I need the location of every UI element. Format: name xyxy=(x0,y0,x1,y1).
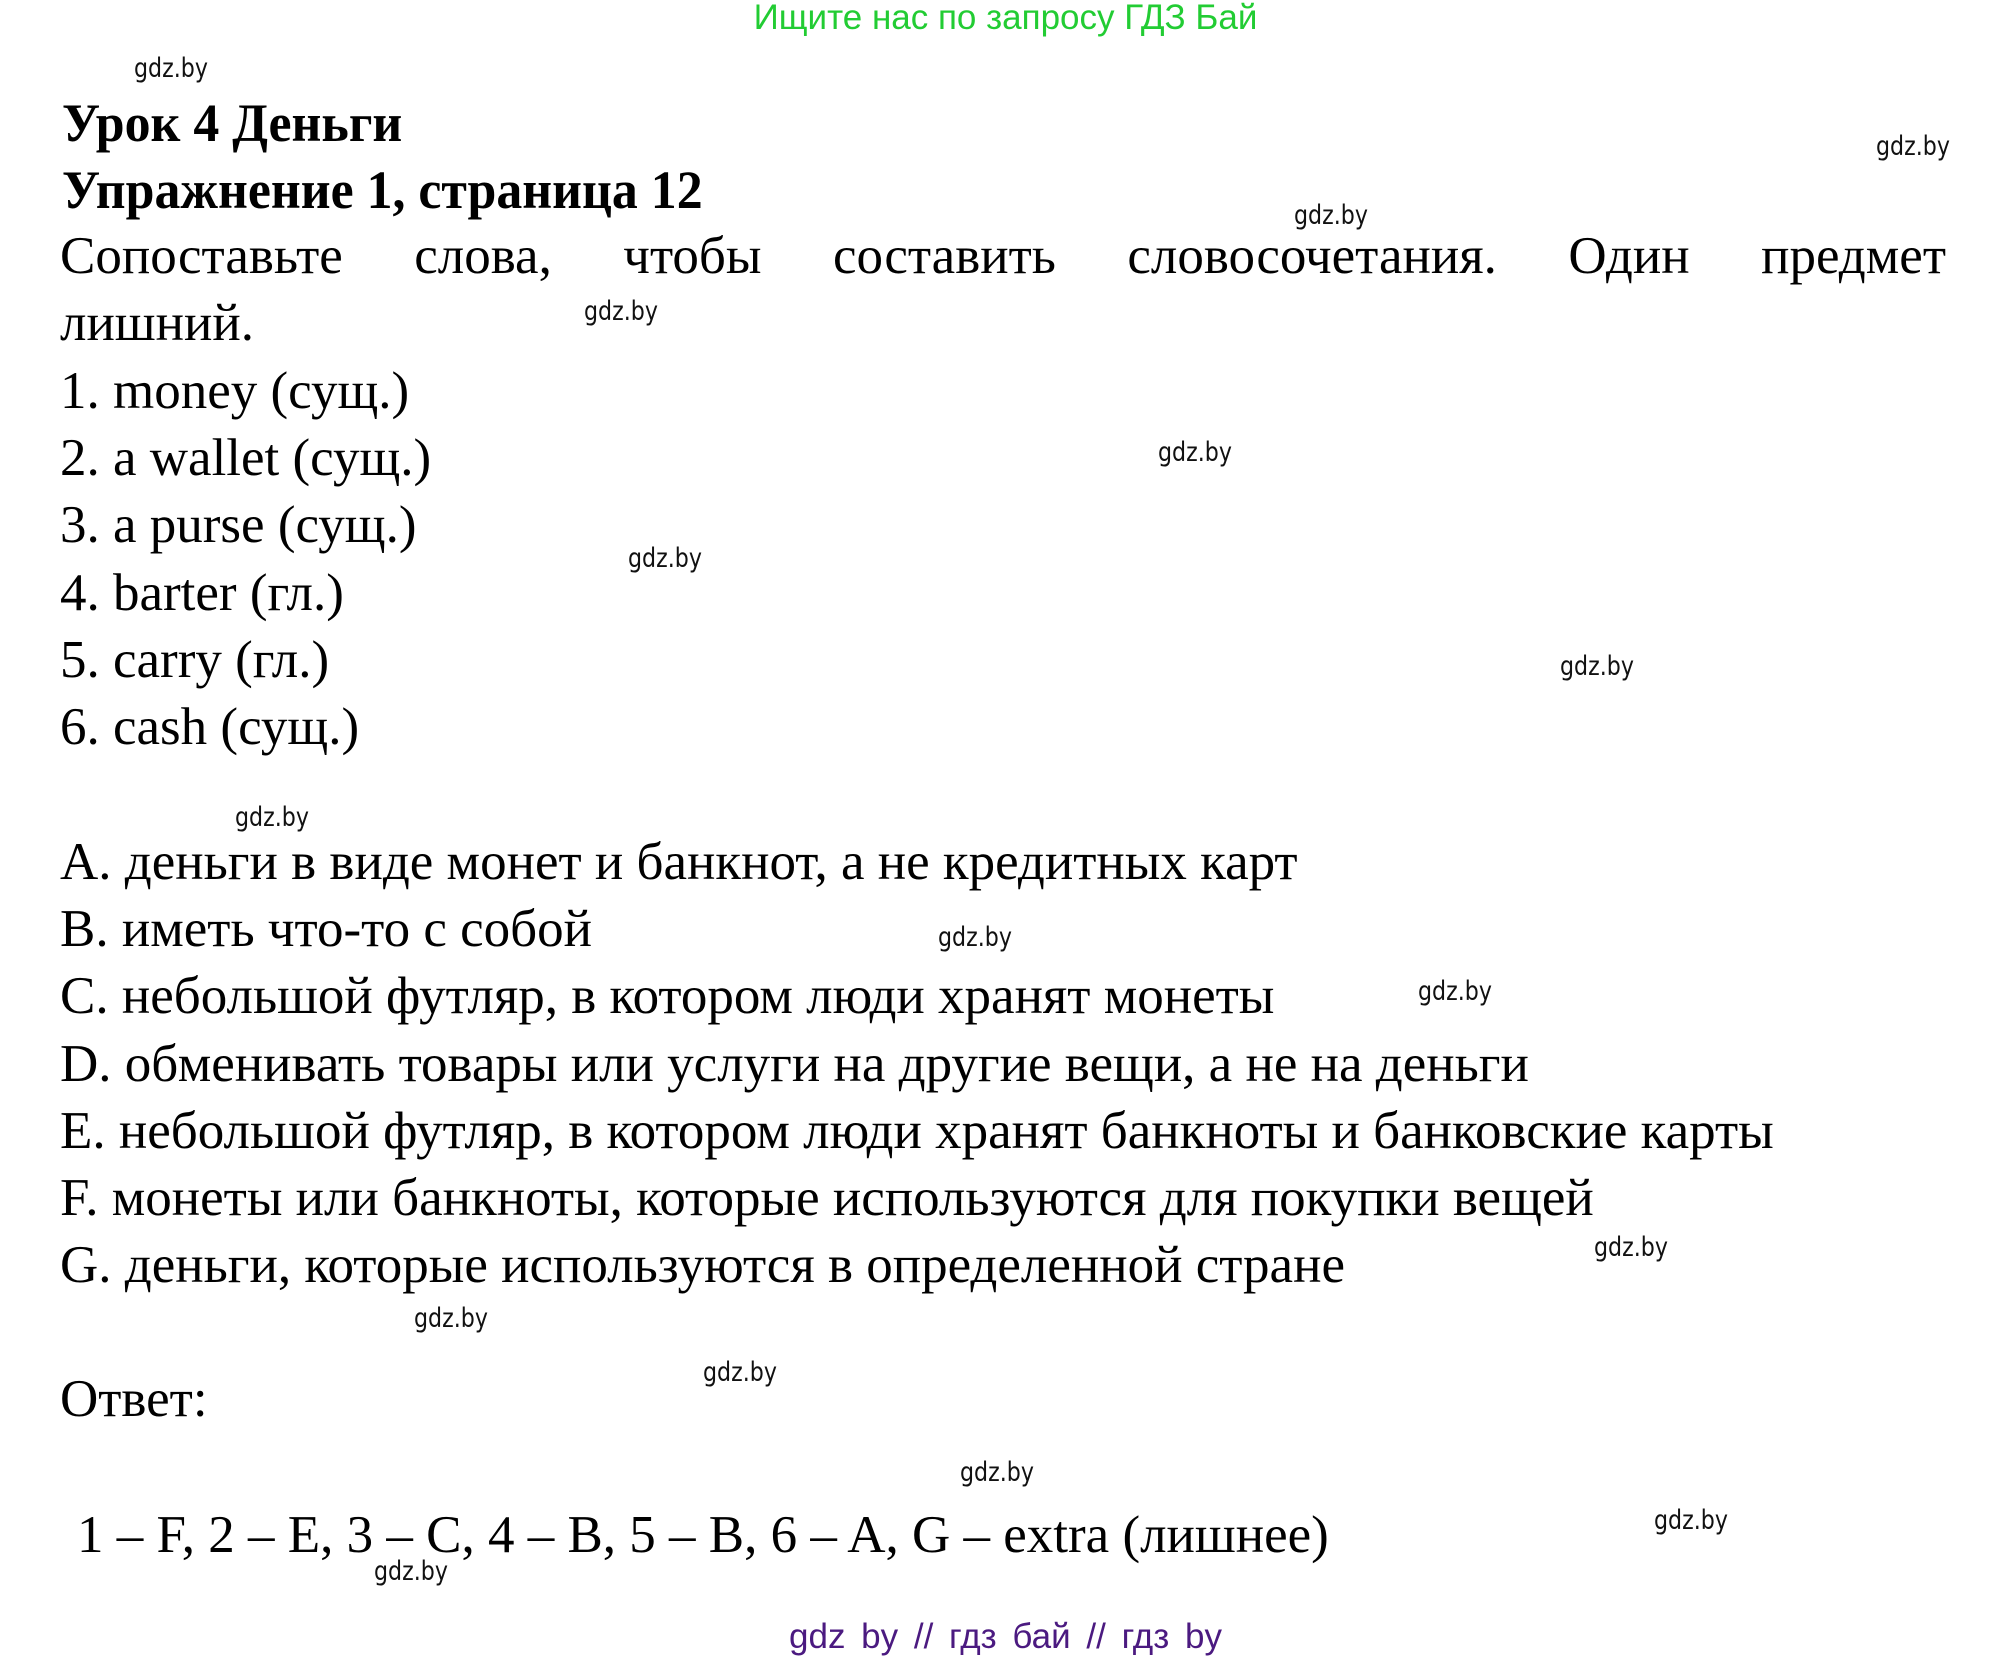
footer-links: gdz by // гдз бай // гдз by xyxy=(789,1617,1222,1656)
definition-d: D. обменивать товары или услуги на другие вещи, а не на деньги xyxy=(60,1035,1529,1093)
watermark: gdz.by xyxy=(1560,651,1634,682)
watermark: gdz.by xyxy=(134,53,208,84)
definition-b: B. иметь что-то с собой xyxy=(60,900,592,958)
word-item-6: 6. cash (сущ.) xyxy=(60,698,360,756)
word-item-2: 2. a wallet (сущ.) xyxy=(60,429,432,487)
word-item-1: 1. money (сущ.) xyxy=(60,362,410,420)
watermark: gdz.by xyxy=(414,1303,488,1334)
watermark: gdz.by xyxy=(1158,437,1232,468)
word-item-3: 3. a purse (сущ.) xyxy=(60,496,417,554)
definition-g: G. деньги, которые используются в определенной стране xyxy=(60,1236,1345,1294)
watermark: gdz.by xyxy=(960,1457,1034,1488)
watermark: gdz.by xyxy=(628,543,702,574)
watermark: gdz.by xyxy=(1876,131,1950,162)
definition-e: E. небольшой футляр, в котором люди хранят банкноты и банковские карты xyxy=(60,1102,1774,1160)
definition-c: C. небольшой футляр, в котором люди хранят монеты xyxy=(60,967,1275,1025)
word-item-4: 4. barter (гл.) xyxy=(60,564,344,622)
answer-label: Ответ: xyxy=(60,1370,208,1428)
watermark: gdz.by xyxy=(1294,200,1368,231)
watermark: gdz.by xyxy=(1654,1505,1728,1536)
watermark: gdz.by xyxy=(1594,1232,1668,1263)
watermark: gdz.by xyxy=(703,1357,777,1388)
instruction-line-1: Сопоставьте слова, чтобы составить словосочетания. Один предмет xyxy=(60,227,1946,285)
definition-f: F. монеты или банкноты, которые используются для покупки вещей xyxy=(60,1169,1594,1227)
watermark: gdz.by xyxy=(235,802,309,833)
instruction-line-2: лишний. xyxy=(60,294,254,352)
definition-a: A. деньги в виде монет и банкнот, а не кредитных карт xyxy=(60,833,1298,891)
word-item-5: 5. carry (гл.) xyxy=(60,631,330,689)
watermark: gdz.by xyxy=(1418,976,1492,1007)
watermark: gdz.by xyxy=(374,1556,448,1587)
lesson-title: Урок 4 Деньги xyxy=(62,93,403,153)
exercise-title: Упражнение 1, страница 12 xyxy=(62,160,703,220)
watermark: gdz.by xyxy=(938,922,1012,953)
search-banner: Ищите нас по запросу ГДЗ Бай xyxy=(753,0,1258,37)
answer-text: 1 – F, 2 – E, 3 – C, 4 – B, 5 – B, 6 – A, G – extra (лишнее) xyxy=(77,1506,1329,1564)
watermark: gdz.by xyxy=(584,296,658,327)
